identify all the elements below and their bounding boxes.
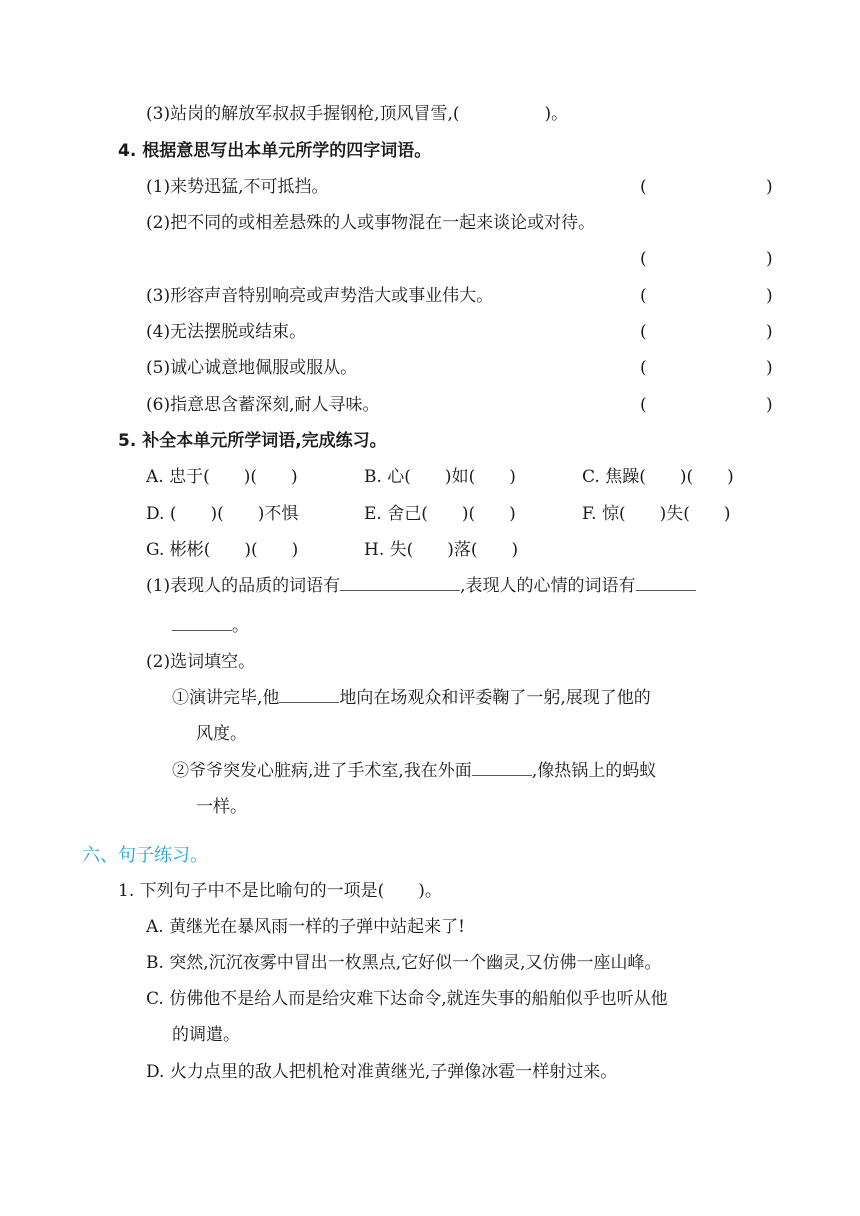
q5-sub1-text-b: ,表现人的心情的词语有 — [460, 576, 636, 596]
q5-sub1-cont — [172, 614, 249, 638]
q5-sentence2-cont: 一样。 — [196, 797, 247, 817]
answer-paren-open: ( — [640, 322, 647, 342]
q5-sub1-end: 。 — [232, 616, 249, 636]
answer-paren-open: ( — [640, 358, 647, 378]
word-option-e: E. 舍己( )( ) — [364, 504, 516, 524]
q3-item3: (3)站岗的解放军叔叔手握钢枪,顶风冒雪,( )。 — [146, 104, 569, 124]
q5-sentence1-cont: 风度。 — [196, 724, 247, 744]
answer-paren-close: ) — [766, 322, 773, 342]
q5-sub1-line — [146, 574, 696, 598]
q5-sentence2 — [172, 759, 656, 783]
answer-paren-close: ) — [766, 395, 773, 415]
sentence1-part-b: 地向在场观众和评委鞠了一躬,展现了他的 — [339, 688, 651, 708]
answer-paren-open: ( — [640, 249, 647, 269]
answer-paren-close: ) — [766, 286, 773, 306]
fill-blank[interactable] — [472, 759, 532, 776]
word-option-b: B. 心( )如( ) — [364, 467, 516, 487]
answer-paren-close: ) — [766, 177, 773, 197]
sec6-option-b: B. 突然,沉沉夜雾中冒出一枚黑点,它好似一个幽灵,又仿佛一座山峰。 — [146, 953, 662, 973]
fill-blank[interactable] — [636, 574, 696, 591]
sec6-option-c: C. 仿佛他不是给人而是给灾难下达命令,就连失事的船舶似乎也听从他 — [146, 989, 668, 1009]
answer-paren-close: ) — [766, 249, 773, 269]
word-option-f: F. 惊( )失( ) — [582, 504, 731, 524]
word-option-h: H. 失( )落( ) — [364, 540, 519, 560]
q4-item6: (6)指意思含蓄深刻,耐人寻味。 — [146, 395, 380, 415]
sec6-q1: 1. 下列句子中不是比喻句的一项是( )。 — [118, 881, 442, 901]
q4-item5: (5)诚心诚意地佩服或服从。 — [146, 358, 358, 378]
sentence1-part-a: ①演讲完毕,他 — [172, 688, 280, 708]
sentence2-part-a: ②爷爷突发心脏病,进了手术室,我在外面 — [172, 761, 472, 781]
q5-sub1-text-a: (1)表现人的品质的词语有 — [146, 576, 341, 596]
word-option-c: C. 焦躁( )( ) — [582, 467, 734, 487]
q5-title: 5. 补全本单元所学词语,完成练习。 — [118, 431, 387, 451]
fill-blank[interactable] — [340, 574, 460, 591]
sec6-option-c-cont: 的调遣。 — [172, 1025, 240, 1045]
fill-blank[interactable] — [279, 686, 339, 703]
q5-sentence1 — [172, 686, 651, 710]
sec6-option-d: D. 火力点里的敌人把机枪对准黄继光,子弹像冰雹一样射过来。 — [146, 1062, 618, 1082]
word-option-g: G. 彬彬( )( ) — [146, 540, 299, 560]
q4-title: 4. 根据意思写出本单元所学的四字词语。 — [118, 141, 432, 161]
q4-item2: (2)把不同的或相差悬殊的人或事物混在一起来谈论或对待。 — [146, 213, 596, 233]
fill-blank[interactable] — [172, 614, 232, 631]
section-heading: 六、句子练习。 — [82, 845, 208, 866]
q4-item4: (4)无法摆脱或结束。 — [146, 322, 307, 342]
answer-paren-open: ( — [640, 286, 647, 306]
word-option-d: D. ( )( )不惧 — [146, 504, 299, 524]
q4-item1: (1)来势迅猛,不可抵挡。 — [146, 177, 329, 197]
q5-sub2: (2)选词填空。 — [146, 652, 256, 672]
answer-paren-close: ) — [766, 358, 773, 378]
sec6-option-a: A. 黄继光在暴风雨一样的子弹中站起来了! — [146, 917, 465, 937]
answer-paren-open: ( — [640, 177, 647, 197]
q4-item3: (3)形容声音特别响亮或声势浩大或事业伟大。 — [146, 286, 494, 306]
answer-paren-open: ( — [640, 395, 647, 415]
word-option-a: A. 忠于( )( ) — [146, 467, 298, 487]
sentence2-part-b: ,像热锅上的蚂蚁 — [531, 761, 657, 781]
